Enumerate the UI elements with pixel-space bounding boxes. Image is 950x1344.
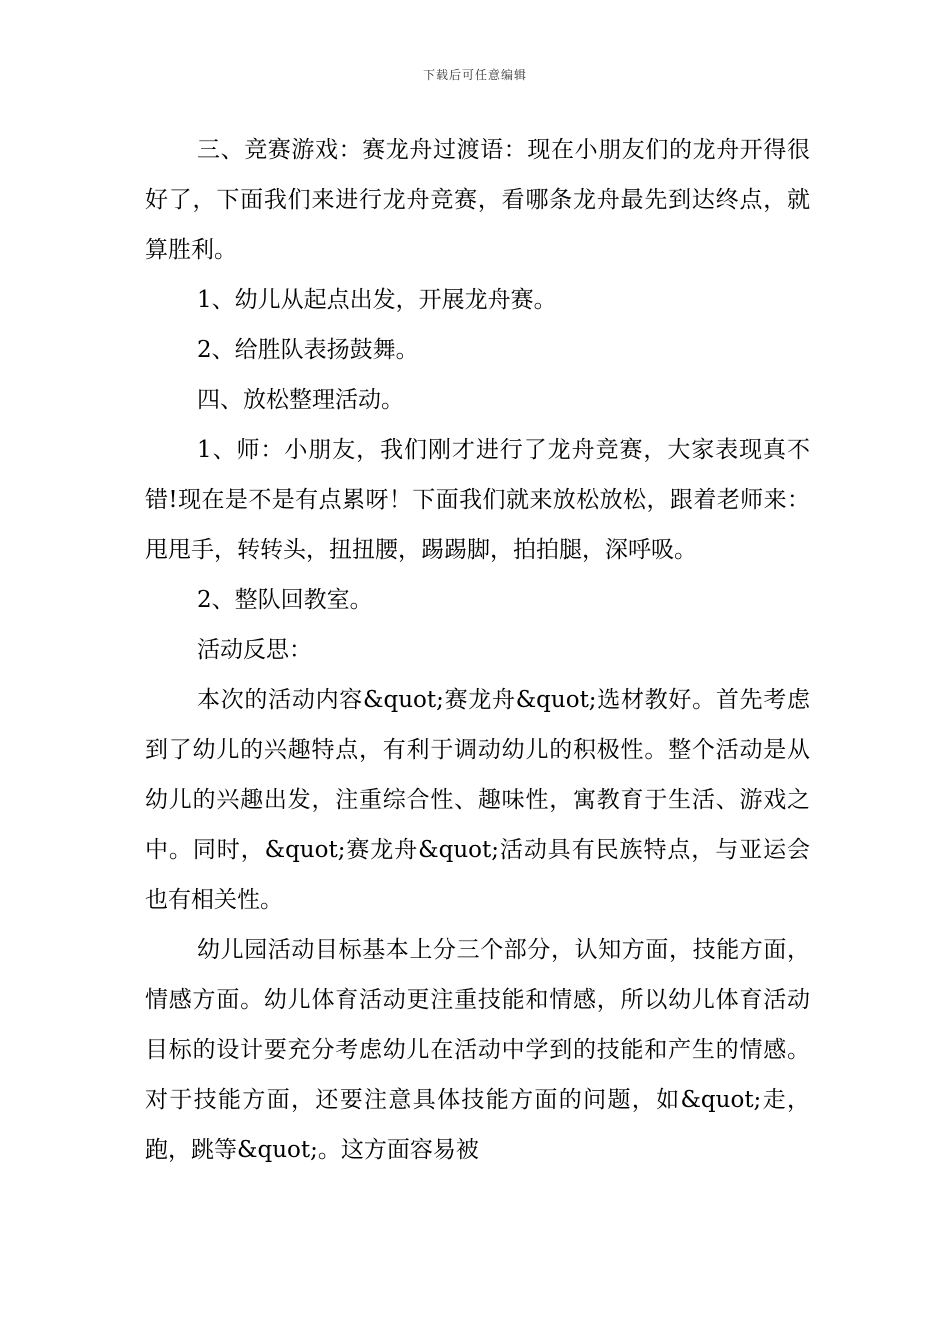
paragraph-step-start: 1、幼儿从起点出发，开展龙舟赛。 — [197, 287, 557, 313]
paragraph-reflection-1: 本次的活动内容&quot;赛龙舟&quot;选材教好。首先考虑到了幼儿的兴趣特点，有利于调动幼儿的积极性。整个活动是从幼儿的兴趣出发，注重综合性、趣味性，寓教育于生活、游戏之中。同时，&quot;赛龙舟&quot;活动具有民族特点，与亚运会也有相关性。 — [145, 687, 810, 913]
paragraph-relax-step-2: 2、整队回教室。 — [197, 587, 373, 613]
paragraph-contest-game: 三、竞赛游戏：赛龙舟过渡语：现在小朋友们的龙舟开得很好了，下面我们来进行龙舟竞赛，看哪条龙舟最先到达终点，就算胜利。 — [145, 137, 810, 263]
paragraph-relax-step-1: 1、师：小朋友，我们刚才进行了龙舟竞赛，大家表现真不错!现在是不是有点累呀！下面我们就来放松放松，跟着老师来：甩甩手，转转头，扭扭腰，踢踢脚，拍拍腿，深呼吸。 — [145, 437, 810, 563]
paragraph-relax-heading: 四、放松整理活动。 — [197, 387, 404, 413]
document-body — [145, 125, 810, 1175]
paragraph-reflection-heading: 活动反思： — [197, 637, 312, 663]
paragraph-reflection-2: 幼儿园活动目标基本上分三个部分，认知方面，技能方面，情感方面。幼儿体育活动更注重技能和情感，所以幼儿体育活动目标的设计要充分考虑幼儿在活动中学到的技能和产生的情感。对于技能方面，还要注意具体技能方面的问题，如&quot;走，跑，跳等&quot;。这方面容易被 — [145, 937, 810, 1163]
paragraph-step-praise: 2、给胜队表扬鼓舞。 — [197, 337, 419, 363]
page-header: 下载后可任意编辑 — [422, 68, 527, 82]
